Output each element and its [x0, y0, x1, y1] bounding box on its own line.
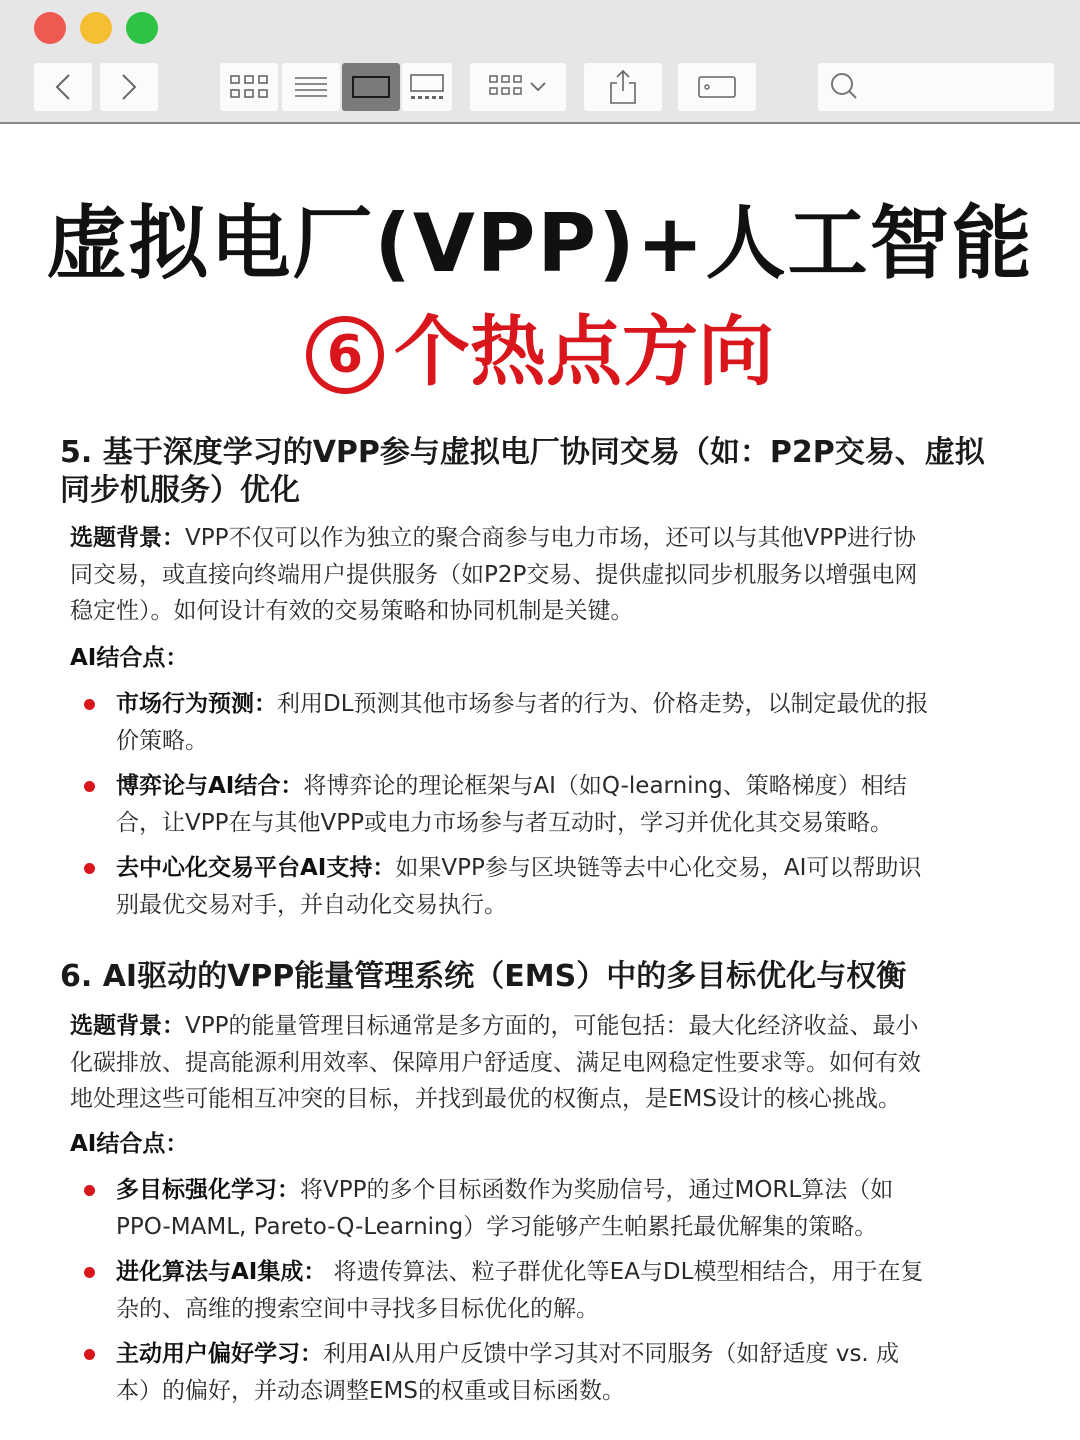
tag-button[interactable] — [678, 63, 756, 111]
page-subtitle — [0, 304, 1080, 400]
grid-small-icon — [488, 74, 528, 100]
list-icon — [294, 75, 328, 99]
column-view-button[interactable] — [342, 63, 400, 111]
chevron-down-icon — [528, 80, 548, 94]
section-5-ai-label: AI结合点： — [70, 645, 189, 671]
forward-button[interactable] — [100, 63, 158, 111]
tag-icon — [697, 74, 737, 100]
list-item: 去中心化交易平台AI支持：如果VPP参与区块链等去中心化交易，AI可以帮助识 别最优交易对手，并自动化交易执行。 — [116, 855, 922, 918]
grid-icon — [229, 74, 269, 100]
bullet-dot — [84, 1185, 95, 1196]
search-icon — [830, 72, 860, 102]
gallery-view-button[interactable] — [402, 63, 452, 111]
single-page-icon — [351, 74, 391, 100]
maximize-window-button[interactable] — [126, 12, 158, 44]
bullet-dot — [84, 781, 95, 792]
section-6-background: 选题背景：VPP的能量管理目标通常是多方面的，可能包括：最大化经济收益、最小 化碳排放、提高能源利用效率、保障用户舒适度、满足电网稳定性要求等。如何有效 地处理这些可能相互冲突的目标，并找到最优的权衡点，是EMS设计的核心挑战。 — [70, 1013, 921, 1112]
chevron-left-icon — [53, 72, 73, 102]
list-item: 主动用户偏好学习：利用AI从用户反馈中学习其对不同服务（如舒适度 vs. 成 本）的偏好，并动态调整EMS的权重或目标函数。 — [116, 1341, 900, 1404]
section-5-heading: 5. 基于深度学习的VPP参与虚拟电厂协同交易（如：P2P交易、虚拟 同步机服务）优化 — [60, 435, 985, 508]
subtitle-text: 个热点方向 — [394, 307, 774, 396]
icon-view-button[interactable] — [220, 63, 278, 111]
group-by-button[interactable] — [470, 63, 566, 111]
back-button[interactable] — [34, 63, 92, 111]
circled-number: 6 — [306, 316, 384, 394]
section-5-background: 选题背景：VPP不仅可以作为独立的聚合商参与电力市场，还可以与其他VPP进行协 同交易，或直接向终端用户提供服务（如P2P交易、提供虚拟同步机服务以增强电网 稳定性）。如何设计有效的交易策略和协同机制是关键。 — [70, 525, 918, 624]
bullet-dot — [84, 1267, 95, 1278]
minimize-window-button[interactable] — [80, 12, 112, 44]
section-6-heading: 6. AI驱动的VPP能量管理系统（EMS）中的多目标优化与权衡 — [60, 959, 907, 994]
list-item: 博弈论与AI结合：将博弈论的理论框架与AI（如Q-learning、策略梯度）相结 合，让VPP在与其他VPP或电力市场参与者互动时，学习并优化其交易策略。 — [116, 773, 907, 836]
section-6-ai-label: AI结合点： — [70, 1131, 189, 1157]
list-item: 多目标强化学习：将VPP的多个目标函数作为奖励信号，通过MORL算法（如 PPO-MAML, Pareto-Q-Learning）学习能够产生帕累托最优解集的策略。 — [116, 1177, 894, 1240]
share-button[interactable] — [584, 63, 662, 111]
close-window-button[interactable] — [34, 12, 66, 44]
bullet-dot — [84, 1349, 95, 1360]
list-item: 进化算法与AI集成： 将遗传算法、粒子群优化等EA与DL模型相结合，用于在复 杂的、高维的搜索空间中寻找多目标优化的解。 — [116, 1259, 924, 1322]
window-toolbar — [0, 0, 1080, 124]
gallery-icon — [407, 73, 447, 101]
search-field[interactable] — [818, 63, 1054, 111]
bullet-dot — [84, 863, 95, 874]
chevron-right-icon — [119, 72, 139, 102]
list-item: 市场行为预测：利用DL预测其他市场参与者的行为、价格走势，以制定最优的报 价策略。 — [116, 691, 929, 754]
list-view-button[interactable] — [282, 63, 340, 111]
share-icon — [608, 69, 638, 105]
page-title: 虚拟电厂(VPP)+人工智能 — [46, 197, 1034, 290]
bullet-dot — [84, 699, 95, 710]
